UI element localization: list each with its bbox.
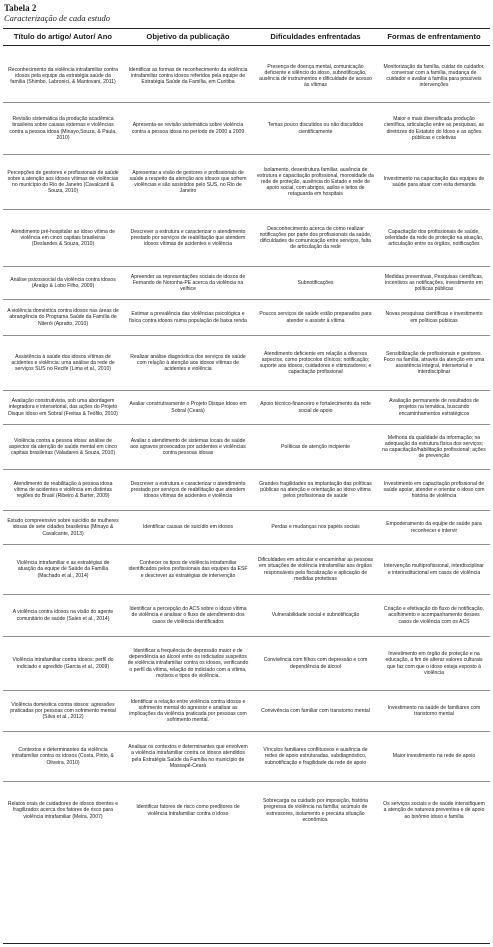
table-row: [3, 300, 490, 336]
cell-objective: Apreender as representações sociais de idosos de Fernando de Noronha-PE acerca da violência na velhice: [130, 273, 246, 293]
cell-objective: Avaliar construtivamente o Projeto Disque Idoso em Sobral (Ceará): [129, 401, 247, 414]
cell-difficulties: Perdas e mudanças nos papéis sociais: [271, 524, 360, 531]
table-row: [3, 103, 490, 155]
cell-coping: Criação e efetivação do fluxo de notificação, acolhimento e acompanhamento desses casos de violência com os ACS: [384, 606, 484, 625]
table-caption: Caracterização de cada estudo: [4, 13, 110, 23]
cell-objective: Identificar as formas de reconhecimento da violência intrafamiliar contra idosos referidos pela equipe de Estratégia Saúde da Família, em Curitiba: [128, 66, 248, 86]
cell-objective: Identificar causas de suicídio em idosos: [142, 524, 234, 531]
cell-objective: Descrever a estrutura e caracterizar o atendimento prestado por serviços de reabilitação que atendem idosos vítimas de acidentes e violência: [130, 228, 246, 248]
cell-objective: Identificar a percepção do ACS sobre o idoso vítima de violência e analisar o fluxo de atendimento dos casos de violência identificados: [129, 606, 247, 625]
cell-coping: Melhoria da qualidade da informação; na adequação da estrutura física dos serviços; na capacitação/habilitação profissional; ações de prevenção: [382, 434, 486, 460]
cell-title-author: Relatos orais de cuidadores de idosos doentes e fragilizados acerca dos fatores de risco para violência intrafamiliar (Meira, 2007): [7, 801, 119, 820]
cell-objective: Apresenta-se revisão sistemática sobre violência contra a pessoa idosa no período de 2000 a 2009: [131, 122, 245, 135]
cell-title-author: Violência contra a pessoa idosa: análise de aspectos da atenção de saúde mental em cinco capitais brasileiras (Valadares & Souza, 2010): [9, 437, 117, 457]
cell-coping: Maior investimento na rede de apoio: [392, 753, 476, 760]
cell-title-author: Reconhecimento da violência intrafamiliar contra idosos pela equipe da estratégia saúde da família (Shimbo, Labronici, & Mantovani, 2011): [8, 66, 118, 86]
cell-difficulties: Vínculos familiares conflituosos e ausência de redes de apoio estruturadas, subdiagnóstico, subnotificação e fragilidade da rede de apoio: [263, 747, 368, 766]
cell-title-author: Violência doméstica contra idosos: agressões praticadas por pessoas com sofrimento mental (Silva et al., 2012): [10, 701, 116, 721]
cell-difficulties: Atendimento deficiente em relação a diversos aspectos, como protocolos clínicos; notificação; suporte aos idosos, cuidadores e vitimizadores; e capacitação profissional: [259, 350, 372, 376]
table-row: [3, 336, 490, 391]
table-row: [3, 391, 490, 425]
cell-coping: Capacitação dos profissionais de saúde, celeridade da rede de proteção na atuação, articulação entre os órgãos, notificações: [384, 228, 484, 248]
cell-difficulties: Presença de doença mental, comunicação deficiente e silêncio do idoso, subnotificação, ausência de instrumentos e dificuldade de acesso às vítimas: [259, 63, 372, 89]
cell-title-author: Atendimento de reabilitação à pessoa idosa vítima de acidentes e violência em distintas regiões do Brasil (Ribeiro & Barter, 2009): [13, 480, 113, 500]
bottom-rule: [3, 943, 490, 944]
table-label: Tabela 2: [4, 3, 37, 13]
cell-title-author: Atendimento pré-hospitalar ao idoso vítima de violência em cinco capitais brasileiras (Deslandes & Souza, 2010): [11, 228, 115, 248]
cell-difficulties: Dificuldades em articular e encaminhar as pessoas em situações de violência intrafamiliar aos órgãos responsáveis pela fiscalização e aplicação de medidas protetivas: [257, 557, 374, 582]
cell-coping: Investimento em órgão de proteção e na educação, a fim de alterar valores culturais que faz com que o idoso esteja exposto à violência: [385, 651, 483, 676]
cell-difficulties: Sobrecarga ou cuidado por imposição, história pregressa de violência na família; acúmulo de estressores, isolamento e precária situação econômica.: [262, 798, 369, 823]
cell-title-author: A violência contra idosos na visão do agente comunitário de saúde (Sales et al., 2014): [12, 609, 114, 622]
top-rule: [3, 28, 490, 29]
table-row: [3, 782, 490, 839]
cell-title-author: Assistência à saúde dos idosos vítimas de acidentes e violência: uma análise da rede de serviços SUS no Recife (Lima et al., 2010): [11, 353, 115, 373]
cell-title-author: Estudo compreensivo sobre suicídio de mulheres idosas de sete cidades brasileiras (Minayo & Cavalcante, 2013): [7, 518, 119, 537]
cell-title-author: Contextos e determinantes da violência intrafamiliar contra os idosos (Costa, Pinto, & Oliveira, 2010): [12, 747, 114, 766]
header-rule: [3, 45, 490, 46]
cell-difficulties: Desconhecimento acerca de como realizar notificações por parte dos profissionais da saúde, dificuldades de comunicação entre serviços, falta de articulação da rede: [259, 225, 372, 251]
table-row: [3, 637, 490, 691]
table-row: [3, 155, 490, 210]
cell-objective: Apresentar a visão de gestores e profissionais de saúde a respeito da atenção aos idosos que sofrem violências e são assistidos pelo SUS, no Rio de Janeiro: [129, 169, 247, 195]
table-row: [3, 210, 490, 267]
cell-difficulties: Convivência com filhos com depressão e com dependência de álcool: [263, 657, 368, 670]
table-row: [3, 732, 490, 782]
table-row: [3, 545, 490, 595]
cell-difficulties: Convivência com familiar com transtorno mental: [261, 707, 370, 714]
cell-title-author: Percepções de gestores e profissionais de saúde sobre a atenção aos idosos vítimas de violências no município do Rio de Janeiro (Cavalcanti & Souza, 2010): [7, 169, 119, 195]
table-caption-block: [4, 3, 484, 23]
cell-coping: Intervenção multiprofissional, interdisciplinar e interinstitucional em casos de violência: [384, 563, 484, 576]
cell-objective: Identificar a frequência de depressão maior e de dependência ao álcool entre os indiciados suspeitos de violência intrafamiliar contra os idosos, verificando o perfil da vítima, relação do indiciado com a vítima, motivos e tipos de violência.: [127, 648, 249, 679]
cell-objective: Identificar fatores de risco como preditores de violência intrafamiliar contra o idoso: [136, 804, 240, 817]
cell-difficulties: Vulnerabilidade social e subnotificação: [271, 612, 360, 619]
cell-difficulties: Poucos serviços de saúde estão preparados para atender e assistir à vítima: [259, 311, 372, 324]
cell-coping: Os serviços sociais e de saúde intensifiquem a atenção de natureza preventiva e de apoio ao binômio idoso e família: [383, 801, 485, 820]
cell-coping: Avaliação permanente de resultados de projetos na temática, buscando encaminhamentos estratégicos: [389, 398, 479, 417]
header-coping: Formas de enfrentamento: [387, 32, 481, 41]
cell-difficulties: Grandes fragilidades na implantação das políticas públicas na atenção e orientação ao idoso vítima pelos profissionais de saúde: [259, 480, 372, 500]
cell-objective: Analisar os contextos e determinantes que envolvem a violência intrafamiliar contra os idosos atendidos pela Estratégia Saúde da Família no município de Massapê-Ceará: [128, 744, 248, 769]
cell-coping: Monitorização da família, cuidar do cuidador, conversar com a família, mudança de cuidador e avaliar à família para possíveis intervenções: [383, 63, 485, 89]
header-title-author: Título do artigo/ Autor/ Ano: [13, 32, 113, 41]
cell-coping: Novas pesquisas científicas e investimento em políticas públicas: [385, 311, 483, 324]
header-difficulties: Dificuldades enfrentadas: [270, 32, 361, 41]
cell-coping: Investimento na capacitação das equipes de saúde para atuar com esta demanda: [383, 175, 485, 188]
cell-title-author: Violência intrafamiliar e as estratégias de atuação da equipe de Saúde da Família (Machado et al., 2014): [16, 560, 110, 579]
cell-title-author: Análise psicossocial da violência contra idosos (Araújo & Lobo Filho, 2009): [10, 276, 116, 289]
cell-title-author: Avaliação construtivista, sob uma abordagem integradora e intersetorial, das ações do Projeto Disque Idoso em Sobral (Freitas & Teófilo, 2010): [8, 398, 118, 417]
table-row: [3, 595, 490, 637]
cell-objective: Conhecer os tipos de violência intrafamiliar identificados pelos profissionais das equipes da ESF e descrever as estratégias de intervenção: [128, 560, 248, 579]
cell-coping: Investimento na saúde de familiares com transtorno mental: [387, 704, 481, 717]
table-header: [3, 31, 490, 43]
cell-difficulties: Isolamento, desestrutura familiar, ausência de estrutura e capacitação profissional, morosidade da rede de proteção, ausência do Estado e rede de apoio social, com abrigos, asilos e leitos de retaguarda em hospitais: [257, 166, 374, 198]
cell-title-author: Violência intrafamiliar contra idosos: perfil do indiciado e agredido (Garcia et al., 2009): [12, 657, 114, 670]
cell-coping: Medidas preventivas, Pesquisas científicas, incentivos as notificações, investimento em políticas públicas: [384, 273, 484, 293]
cell-coping: Sensibilização de profissionais e gestores. Foco na família, através da atenção em uma assistência integral, intersetorial e interdisciplinar: [383, 350, 485, 376]
cell-objective: Descrever a estrutura e caracterizar o atendimento prestado por serviços de reabilitação que atendem idosos vítimas de acidentes e violência: [130, 480, 246, 500]
cell-title-author: Revisão sistemática da produção acadêmica brasileira sobre causas externas e violências contra a pessoa idosa (Minayo,Souza, & Paula, 2010): [9, 116, 117, 141]
table-row: [3, 470, 490, 511]
cell-title-author: A violência doméstica contra idosos nas áreas de abrangência do Programa Saúde da Família de Niterói (Apratto, 2010): [7, 308, 119, 327]
cell-difficulties: Subnotificações: [297, 279, 334, 286]
table-body: [3, 50, 490, 839]
cell-difficulties: Temas pouco discutidos ou não discutidos cientificamente: [267, 122, 364, 135]
table-row: [3, 511, 490, 545]
cell-coping: Investimento em capacitação profissional de saúde apoiar, atender e orientar o idoso com história de violência: [383, 480, 485, 500]
cell-difficulties: Políticas de atenção incipiente: [281, 443, 350, 450]
cell-difficulties: Apoio técnico-financeiro e fortalecimento da rede social de apoio: [260, 401, 371, 414]
table-row: [3, 50, 490, 103]
cell-coping: Maior e mais diversificada produção científica, articulação entre as pesquisas, as diretrizes do Estatuto do Idoso e as ações públicas e coletivas: [384, 116, 484, 141]
table-row: [3, 425, 490, 470]
cell-objective: Identificar a relação entre violência contra idosos e sofrimento mental do agressor e analisar as implicações da violência praticada por pessoas com sofrimento mental.: [129, 698, 247, 724]
cell-objective: Realizar análise diagnóstica dos serviços de saúde com relação à atenção aos idosos vítimas de acidentes e violência: [130, 353, 246, 373]
header-objective: Objetivo da publicação: [146, 32, 230, 41]
cell-objective: Estimar a prevalência das violências psicológica e física contra idosos numa população de baixa renda: [129, 311, 247, 324]
table-row: [3, 267, 490, 300]
table-row: [3, 691, 490, 732]
cell-objective: Avaliar o atendimento de sistemas locais de saúde aos agravos provocados por acidentes e violências contra pessoas idosas: [130, 437, 246, 457]
cell-coping: Empoderamento da equipe de saúde para reconhecer e intervir: [386, 521, 482, 534]
